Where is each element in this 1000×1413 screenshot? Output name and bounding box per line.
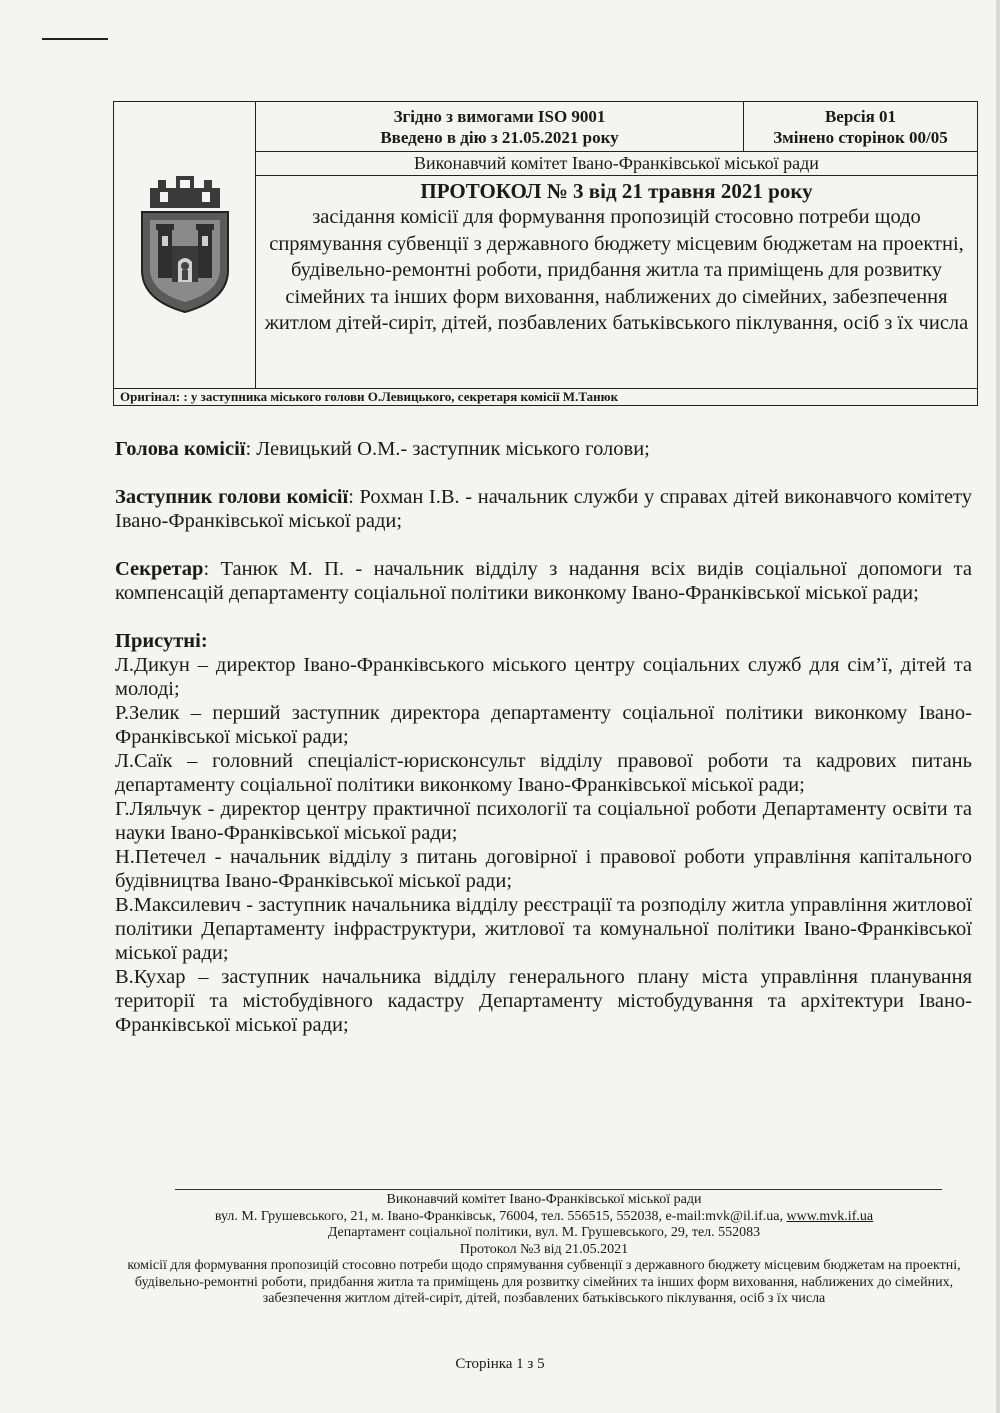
present-item: Н.Петечел - начальник відділу з питань договірної і правової роботи управління капітального будівництва Івано-Франківської міської ради;	[115, 846, 972, 892]
footer-address-text: вул. М. Грушевського, 21, м. Івано-Франківськ, 76004, тел. 556515, 552038, e-mail:mvk@il.if.ua,	[214, 1208, 787, 1224]
document-body	[115, 437, 972, 1037]
present-item: В.Максилевич - заступник начальника відділу реєстрації та розподілу житла управління житлової політики Департаменту інфраструктури, житлової та комунальної політики Івано-Франківської міської ради;	[115, 894, 972, 964]
secretary-paragraph	[115, 557, 972, 605]
changed-pages: Змінено сторінок 00/05	[773, 128, 948, 147]
iso-compliance-cell	[256, 102, 744, 152]
deputy-text: : Рохман І.В. - начальник служби у справах дітей виконавчого комітету Івано-Франківської міської ради;	[115, 486, 972, 532]
iso-requirement: Згідно з вимогами ISO 9001	[393, 107, 606, 126]
footer-organization: Виконавчий комітет Івано-Франківської міської ради	[386, 1192, 702, 1207]
secretary-label: Секретар	[115, 558, 204, 580]
present-item: Л.Дикун – директор Івано-Франківського міського центру соціальних служб для сім’ї, дітей та молоді;	[115, 654, 972, 700]
title-cell	[256, 176, 977, 388]
present-item: В.Кухар – заступник начальника відділу генерального плану міста управління планування території та містобудівного кадастру Департаменту містобудування та архітектури Івано-Франківської міської ради;	[115, 966, 972, 1036]
deputy-paragraph	[115, 485, 972, 533]
footer-divider	[175, 1189, 942, 1190]
present-label: Присутні:	[115, 630, 208, 652]
footer-department: Департамент соціальної політики, вул. М. Грушевського, 29, тел. 552083	[327, 1225, 761, 1240]
original-location: Оригінал: : у заступника міського голови О.Левицького, секретаря комісії М.Танюк	[114, 388, 977, 405]
present-item: Р.Зелик – перший заступник директора департаменту соціальної політики виконкому Івано-Франківської міської ради;	[115, 702, 972, 748]
chair-paragraph	[115, 437, 972, 461]
protocol-subtitle: засідання комісії для формування пропозицій стосовно потреби щодо спрямування субвенції з державного бюджету місцевим бюджетам на проектні, будівельно-ремонтні роботи, придбання житла та приміщень для розвитку сімейних та інших форм виховання, наближених до сімейних, забезпечення житлом дітей-сиріт, дітей, позбавлених батьківського піклування, осіб з їх числа	[264, 206, 969, 334]
document-header-table	[113, 101, 978, 406]
chair-text: : Левицький О.М.- заступник міського голови;	[245, 438, 650, 460]
footer-protocol-ref: Протокол №3 від 21.05.2021	[459, 1241, 629, 1257]
city-coat-of-arms-icon	[136, 174, 234, 314]
secretary-text: : Танюк М. П. - начальник відділу з надання всіх видів соціальної допомоги та компенсацій департаменту соціальної політики виконкому Івано-Франківської міської ради;	[115, 558, 972, 604]
protocol-title: ПРОТОКОЛ № 3 від 21 травня 2021 року	[420, 179, 813, 203]
present-item: Л.Саїк – головний спеціаліст-юрисконсульт відділу правової роботи та кадрових питань департаменту соціальної політики виконкому Івано-Франківської міської ради;	[115, 750, 972, 796]
footer-website-link[interactable]: www.mvk.if.ua	[786, 1208, 874, 1224]
chair-label: Голова комісії	[115, 438, 246, 460]
page-footer	[110, 1192, 978, 1308]
scan-mark	[42, 38, 108, 40]
version-cell	[744, 102, 977, 152]
version: Версія 01	[824, 107, 897, 126]
effective-date: Введено в дію з 21.05.2021 року	[380, 128, 619, 147]
logo-cell	[114, 102, 256, 388]
footer-description: комісії для формування пропозицій стосовно потреби щодо спрямування субвенції з державного бюджету місцевим бюджетам на проектні, будівельно-ремонтні роботи, придбання житла та приміщень для розвитку сімейних та інших форм виховання, наближених до сімейних, забезпечення житлом дітей-сиріт, дітей, позбавлених батьківського піклування, осіб з їх числа	[127, 1258, 961, 1306]
page-number: Сторінка 1 з 5	[455, 1356, 545, 1372]
present-item: Г.Ляльчук - директор центру практичної психології та соціальної роботи Департаменту освіти та науки Івано-Франківської міської ради;	[115, 798, 972, 844]
organization-name: Виконавчий комітет Івано-Франківської міської ради	[256, 152, 977, 176]
footer-address	[110, 1209, 978, 1226]
page-edge	[996, 0, 1000, 1413]
deputy-label: Заступник голови комісії	[115, 486, 349, 508]
